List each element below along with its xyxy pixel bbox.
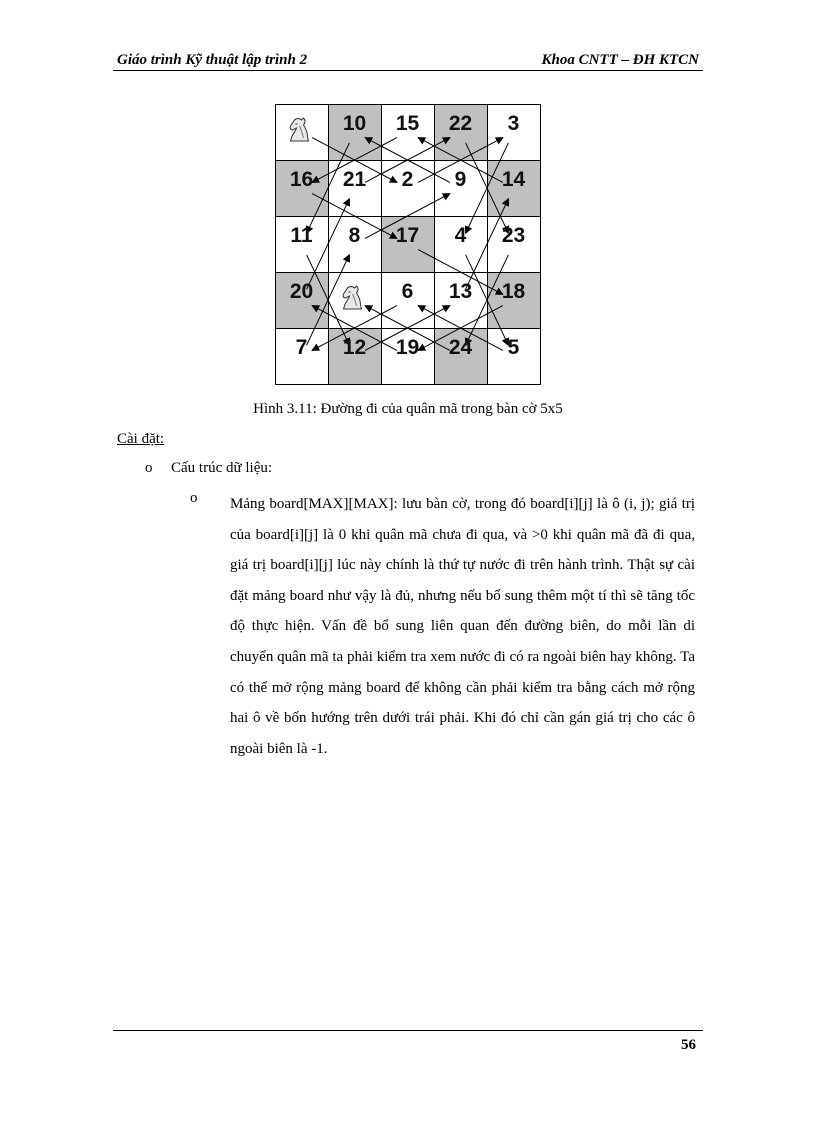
move-number: 3: [507, 112, 520, 135]
footer-rule: [113, 1030, 703, 1031]
move-number: 5: [507, 336, 520, 359]
page-header: [113, 50, 703, 71]
move-number: 20: [289, 280, 314, 303]
move-number: 13: [448, 280, 473, 303]
move-number: 17: [395, 224, 420, 247]
move-number: 4: [454, 224, 467, 247]
bullet-data-structure: [145, 460, 272, 477]
move-number: 12: [342, 336, 367, 359]
header-course-title: Giáo trình Kỹ thuật lập trình 2: [117, 52, 308, 68]
move-number: 6: [401, 280, 414, 303]
section-title: Cài đặt:: [117, 431, 165, 447]
move-number: 18: [501, 280, 526, 303]
knight-tour-board: [275, 104, 541, 386]
move-number: 23: [501, 224, 526, 247]
move-number: 19: [395, 336, 420, 359]
sub-bullet-marker: o: [190, 490, 198, 506]
bullet-marker: o: [145, 460, 153, 476]
move-number: 11: [290, 224, 313, 247]
page-number: 56: [681, 1037, 696, 1053]
figure-caption: Hình 3.11: Đường đi của quân mã trong bàn cờ 5x5: [253, 401, 563, 417]
board-array-description: Mảng board[MAX][MAX]: lưu bàn cờ, trong đó board[i][j] là ô (i, j); giá trị của board[i][j] là 0 khi quân mã chưa đi qua, và >0 khi quân mã đã đi qua, giá trị board[i][j] lúc này chính là thứ tự nước đi trên hành trình. Thật sự cài đặt mảng board như vậy là đủ, nhưng nếu bổ sung thêm một tí thì sẽ tăng tốc độ thực hiện. Vấn đề bổ sung liên quan đến đường biên, do mỗi lần di chuyển quân mã ta phải kiểm tra xem nước đi có ra ngoài biên hay không. Ta có thể mở rộng mảng board để không cần phải kiểm tra bằng cách mở rộng hai ô về bốn hướng trên dưới trái phải. Khi đó chỉ cần gán giá trị cho các ô ngoài biên là -1.: [230, 496, 695, 757]
move-number: 10: [342, 112, 367, 135]
move-number: 7: [295, 336, 308, 359]
header-faculty: Khoa CNTT – ĐH KTCN: [541, 52, 699, 68]
move-number: 2: [401, 168, 414, 191]
bullet-text: Cấu trúc dữ liệu:: [171, 460, 273, 476]
knight-tour-figure: [275, 104, 541, 386]
move-number: 21: [342, 168, 367, 191]
move-number: 24: [448, 336, 473, 359]
move-number: 15: [395, 112, 420, 135]
move-number: 8: [348, 224, 361, 247]
move-number: 14: [501, 168, 526, 191]
move-number: 9: [454, 168, 467, 191]
move-number: 22: [448, 112, 473, 135]
move-number: 16: [289, 168, 314, 191]
